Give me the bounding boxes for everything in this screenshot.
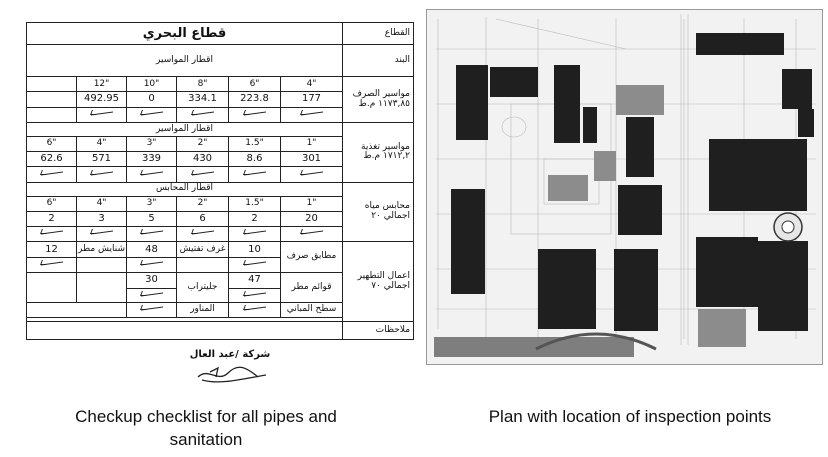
size-cell: 4" xyxy=(281,77,343,92)
size-cell: 3" xyxy=(127,196,177,211)
signature-scribble xyxy=(180,349,280,389)
check-mark xyxy=(229,167,281,182)
roofs-label: سطح المباني xyxy=(281,302,343,317)
water-valves-label: محابس مياه اجمالي ٢٠ xyxy=(343,182,414,242)
value-cell: 0 xyxy=(127,92,177,107)
table-title: قطاع البحري xyxy=(27,23,343,45)
sanitation-works-label: اعمال التطهير اجمالي ٧٠ xyxy=(343,242,414,322)
blank-cell xyxy=(77,272,127,302)
drain-covers-value: 10 xyxy=(229,242,281,258)
value-cell: 223.8 xyxy=(229,92,281,107)
gratings-label: شنايش مطر xyxy=(77,242,127,258)
check-mark xyxy=(127,258,177,272)
check-mark xyxy=(229,258,281,272)
size-cell: 6" xyxy=(229,77,281,92)
size-cell: 1.5" xyxy=(229,196,281,211)
check-mark xyxy=(77,167,127,182)
size-cell: 8" xyxy=(177,77,229,92)
gully-value: 30 xyxy=(127,272,177,288)
sector-label: القطاع xyxy=(343,23,414,45)
blank-cell xyxy=(27,92,77,107)
size-cell: 1.5" xyxy=(229,136,281,151)
size-cell: 1" xyxy=(281,196,343,211)
valve-diameters-header: اقطار المحابس xyxy=(27,182,343,196)
site-plan xyxy=(426,9,823,365)
notes-cell xyxy=(27,322,343,340)
check-mark xyxy=(177,226,229,241)
left-caption: Checkup checklist for all pipes and sanitation xyxy=(75,407,337,449)
size-cell: 12" xyxy=(77,77,127,92)
value-cell: 2 xyxy=(229,211,281,226)
value-cell: 339 xyxy=(127,152,177,167)
gully-label: جليتراب xyxy=(177,272,229,302)
check-mark xyxy=(281,226,343,241)
value-cell: 2 xyxy=(27,211,77,226)
check-mark xyxy=(229,226,281,241)
check-mark xyxy=(77,226,127,241)
value-cell: 301 xyxy=(281,152,343,167)
size-cell: 2" xyxy=(177,136,229,151)
size-cell: 6" xyxy=(27,136,77,151)
checklist-table xyxy=(26,22,413,340)
notes-label: ملاحظات xyxy=(343,322,414,340)
blank-cell xyxy=(27,272,77,302)
value-cell: 20 xyxy=(281,211,343,226)
blank-cell xyxy=(177,258,229,272)
pipe-diameters-header: اقطار المواسير xyxy=(27,44,343,77)
gratings-value: 12 xyxy=(27,242,77,258)
right-caption: Plan with location of inspection points xyxy=(488,407,772,426)
value-cell: 8.6 xyxy=(229,152,281,167)
value-cell: 5 xyxy=(127,211,177,226)
size-cell: 4" xyxy=(77,196,127,211)
value-cell: 492.95 xyxy=(77,92,127,107)
size-cell: 2" xyxy=(177,196,229,211)
value-cell: 571 xyxy=(77,152,127,167)
company-signature xyxy=(180,349,280,389)
manholes-value: 48 xyxy=(127,242,177,258)
blank-cell xyxy=(27,107,77,122)
check-mark xyxy=(281,167,343,182)
check-mark xyxy=(127,226,177,241)
check-mark xyxy=(27,258,77,272)
blank-cell xyxy=(27,302,127,317)
size-cell: 4" xyxy=(77,136,127,151)
site-plan-drawing xyxy=(426,9,823,365)
drain-covers-label: مطابق صرف xyxy=(281,242,343,272)
size-cell: 10" xyxy=(127,77,177,92)
downpipes-value: 47 xyxy=(229,272,281,288)
signature-label: شركة /عبد العال xyxy=(189,349,271,360)
manholes-label: غرف تفتيش xyxy=(177,242,229,258)
check-mark xyxy=(77,107,127,122)
item-label: البند xyxy=(343,44,414,77)
check-mark xyxy=(127,302,177,317)
check-mark xyxy=(229,288,281,302)
value-cell: 177 xyxy=(281,92,343,107)
check-mark xyxy=(229,107,281,122)
size-cell: 3" xyxy=(127,136,177,151)
value-cell: 62.6 xyxy=(27,152,77,167)
supply-pipes-label: مواسير تغذية ١٧١٢,٢ م.ط xyxy=(343,122,414,182)
downpipes-label: قوائم مطر xyxy=(281,272,343,302)
check-mark xyxy=(127,288,177,302)
size-cell: 6" xyxy=(27,196,77,211)
check-mark xyxy=(127,167,177,182)
check-mark xyxy=(177,167,229,182)
value-cell: 430 xyxy=(177,152,229,167)
vents-label: المناور xyxy=(177,302,229,317)
check-mark xyxy=(27,226,77,241)
blank-cell xyxy=(27,77,77,92)
value-cell: 334.1 xyxy=(177,92,229,107)
value-cell: 3 xyxy=(77,211,127,226)
supply-diameters-header: اقطار المواسير xyxy=(27,122,343,136)
drainage-pipes-label: مواسير الصرف ١١٧٣,٨٥ م.ط xyxy=(343,77,414,123)
check-mark xyxy=(229,302,281,317)
blank-cell xyxy=(77,258,127,272)
check-mark xyxy=(27,167,77,182)
check-mark xyxy=(177,107,229,122)
size-cell: 1" xyxy=(281,136,343,151)
value-cell: 6 xyxy=(177,211,229,226)
check-mark xyxy=(281,107,343,122)
check-mark xyxy=(127,107,177,122)
